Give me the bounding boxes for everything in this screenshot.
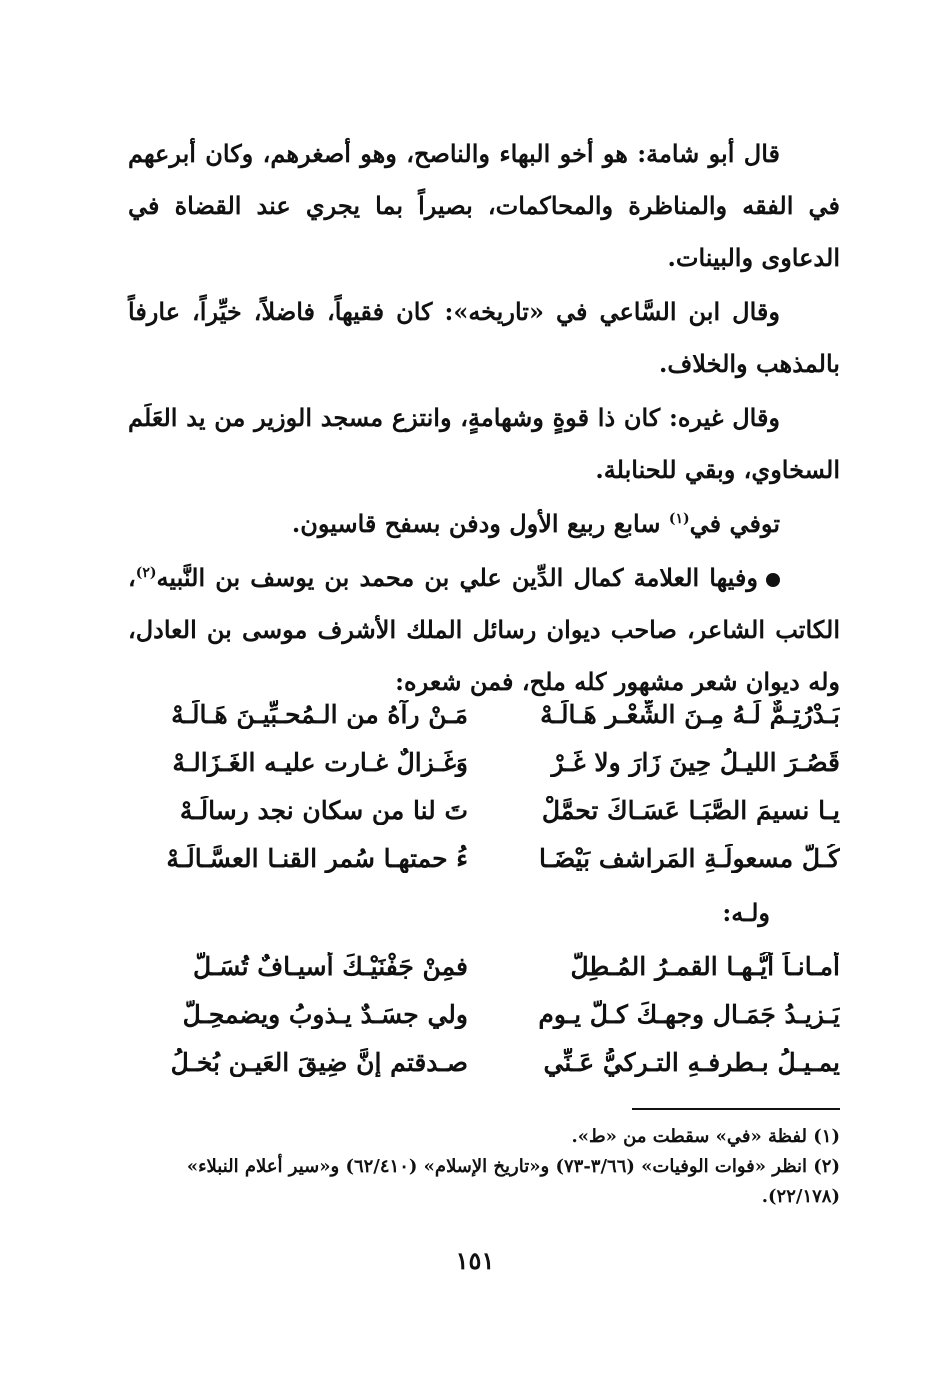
paragraph-others: وقال غيره: كان ذا قوةٍ وشهامةٍ، وانتزع مسجد الوزير من يد العَلَم السخاوي، وبقي للحنابلة. [128,403,840,484]
footnote-divider [632,1108,840,1110]
verse-first-hemistich: يمـيـلُ بـطرفـهِ التـركيُّ عَـنِّي [543,1047,840,1077]
verse-row [128,786,840,834]
verse-second-hemistich: ءُ حمتهـا سُمر القنـا العسَّـالَـهْ [166,843,468,873]
verse-row [128,690,840,738]
verse-first-hemistich: يَـزِيـدُ جَمَـال وجهـكَ كـلَّ يـوم [538,999,840,1029]
verse-second-hemistich: تَ لنا من سكان نجد رِسالَـهْ [179,795,468,825]
verse-second-hemistich: ولي جسَـدٌ يـذوبُ ويضمحِـلُّ [182,999,468,1029]
verse-second-hemistich: صـدقتم إنَّ ضِيقَ العَيـنِ بُخـلُ [170,1047,468,1077]
verse-row [128,834,840,882]
paragraph-death [128,498,840,550]
verse-first-hemistich: بَـدْرُتِـمٌّ لَـهُ مِـنَ الشِّعْـرِ هَـالَـهْ [540,699,840,729]
poem-second [128,942,840,1086]
verse-second-hemistich: مَـنْ رآهُ من الـمُحـبِّيـنَ هَـالَـهْ [171,699,468,729]
verse-second-hemistich: وَغَـزالٌ غـارت عليـه الغَـزَالـهْ [172,747,468,777]
entry-text-after: ، الكاتب الشاعر، صاحب ديوان رسائل الملك الأشرف موسى بن العادل، وله ديوان شعر مشهور كله ملح، فمن شعره: [128,563,840,696]
paragraph-ibn-saai: وقال ابن السَّاعي في «تاريخه»: كان فقيهاً، فاضلاً، خيِّراً، عارفاً بالمذهب والخلاف. [128,297,840,378]
poem-heading-lahu: ولـه: [722,898,770,927]
prose-top [128,128,840,708]
footnote-mark-1: (١) [668,511,690,527]
footnote-1: (١) لفظة «في» سقطت من «ط». [571,1126,840,1147]
paragraph-entry [128,552,840,708]
bullet-icon [766,573,780,587]
verse-row [128,738,840,786]
verse-second-hemistich: فمِنْ جَفْنَيْـكَ أسيـافٌ تُسَـلُّ [193,951,468,981]
page-number: ١٥١ [455,1246,495,1275]
footnote-2: (٢) انظر «فوات الوفيات» (٣/٦٦-٧٣) و«تاريخ الإسلام» (٦٢/٤١٠) و«سير أعلام النبلاء» (٢٢/١٧٨). [186,1156,840,1207]
paragraph-abu-shama: قال أبو شامة: هو أخو البهاء والناصح، وهو أصغرهم، وكان أبرعهم في الفقه والمناظرة والمحاكمات، بصيراً بما يجري عند القضاة في الدعاوى والبينات. [128,139,840,272]
verse-first-hemistich: أمـانـاً أيُّـهـا القمـرُ المُـطِلُّ [570,951,840,981]
verse-first-hemistich: قَصُـرَ الليـلُ حِينَ زَارَ ولا غَـرْ [551,747,840,777]
verse-first-hemistich: كُـلُّ مسعولَـةِ المَراشف بَيْضَـا [539,843,840,873]
death-text-before: توفي في [689,509,780,538]
death-text-after: سابع ربيع الأول ودفن بسفح قاسيون. [291,509,669,538]
entry-text-before: وفيها العلامة كمال الدِّين علي بن محمد بن يوسف بن النَّبيه [156,563,758,592]
footnote-mark-2: (٢) [135,565,157,581]
poem-first [128,690,840,882]
footnotes [128,1122,840,1212]
verse-row [128,1038,840,1086]
verse-row [128,942,840,990]
verse-row [128,990,840,1038]
verse-first-hemistich: يـا نسيمَ الصَّبَـا عَسَـاكَ تحمَّلْ [541,795,840,825]
